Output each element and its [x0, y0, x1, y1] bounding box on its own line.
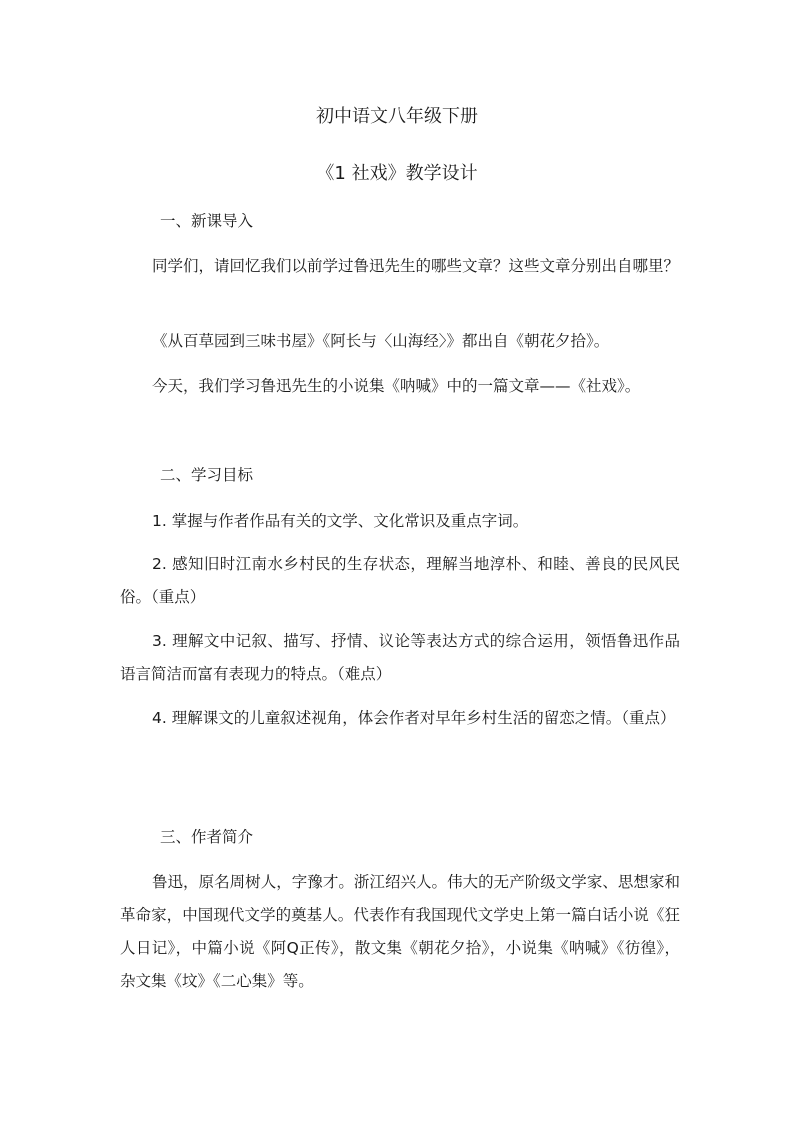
section-heading-author: 三、作者简介: [160, 828, 254, 846]
intro-paragraph-today: 今天，我们学习鲁迅先生的小说集《呐喊》中的一篇文章——《社戏》。: [152, 377, 641, 395]
objective-item-1: 1. 掌握与作者作品有关的文学、文化常识及重点字词。: [152, 512, 529, 530]
section-heading-objectives: 二、学习目标: [160, 466, 254, 484]
intro-paragraph-question: 同学们，请回忆我们以前学过鲁迅先生的哪些文章？这些文章分别出自哪里？: [152, 257, 680, 275]
section-heading-intro: 一、新课导入: [160, 212, 254, 230]
objective-item-4: 4. 理解课文的儿童叙述视角，体会作者对早年乡村生活的留恋之情。（重点）: [152, 709, 676, 727]
objective-item-3: 3. 理解文中记叙、描写、抒情、议论等表达方式的综合运用，领悟鲁迅作品语言简洁而富有表现力的特点。（难点）: [120, 632, 680, 683]
document-subtitle: 《1 社戏》教学设计: [316, 163, 478, 184]
document-title: 初中语文八年级下册: [316, 106, 478, 127]
objective-item-2: 2. 感知旧时江南水乡村民的生存状态，理解当地淳朴、和睦、善良的民风民俗。（重点）: [120, 555, 680, 606]
intro-paragraph-answer: 《从百草园到三味书屋》《阿长与〈山海经〉》都出自《朝花夕拾》。: [152, 332, 610, 350]
author-bio-paragraph: 鲁迅，原名周树人，字豫才。浙江绍兴人。伟大的无产阶级文学家、思想家和革命家，中国现代文学的奠基人。代表作有我国现代文学史上第一篇白话小说《狂人日记》，中篇小说《阿Q正传》，散文集《朝花夕拾》，小说集《呐喊》《彷徨》，杂文集《坟》《二心集》等。: [120, 873, 680, 990]
